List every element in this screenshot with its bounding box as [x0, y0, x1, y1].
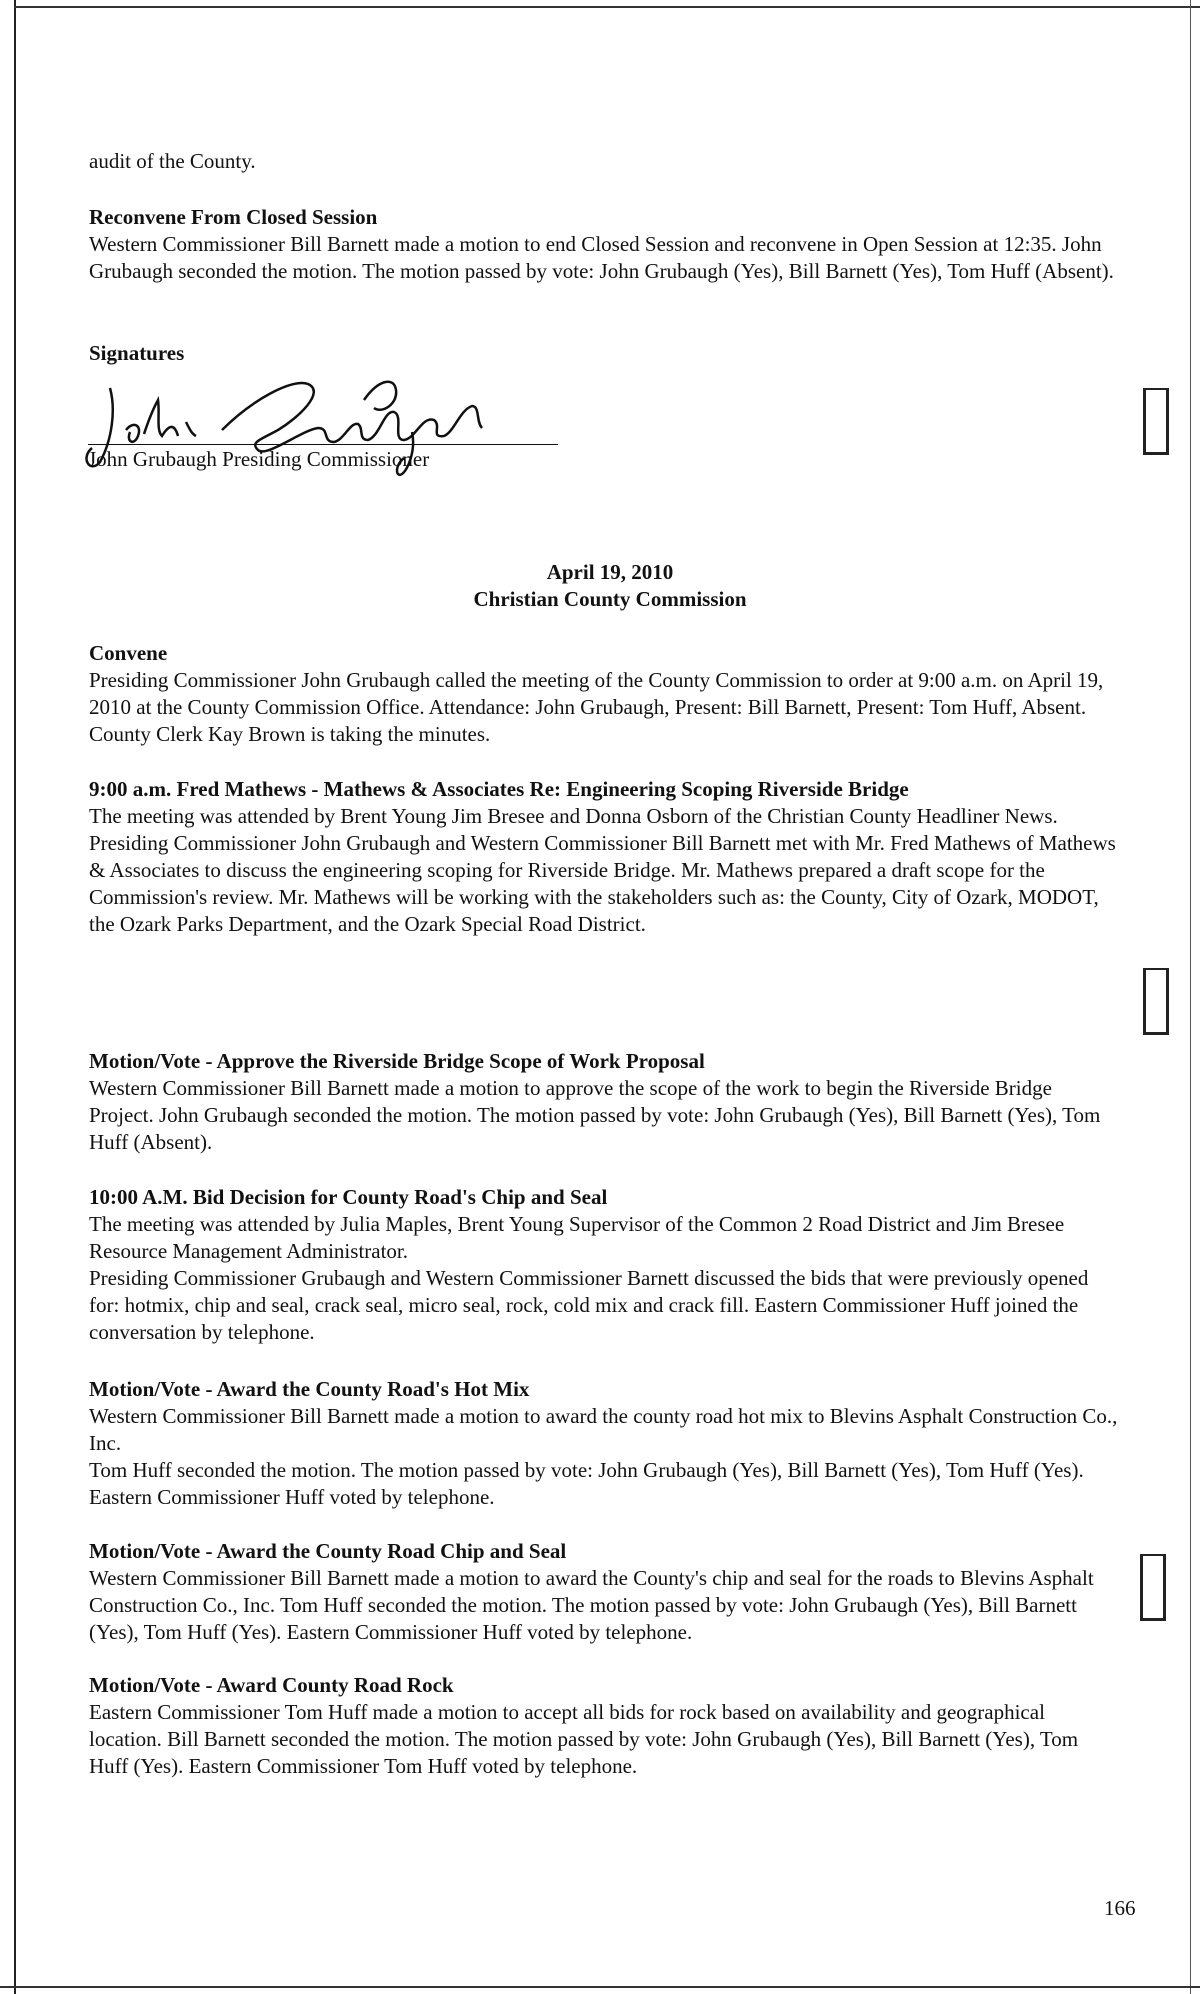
section-paragraph: Western Commissioner Bill Barnett made a motion to end Closed Session and reconvene in Open Session at 12:35. John Grubaugh seconded the motion. The motion passed by vote: John Grubaugh (Yes), Bill Barnett (Yes), Tom Huff (Absent).	[89, 232, 1114, 283]
signature-caption: John Grubaugh Presiding Commissioner	[88, 447, 430, 471]
margin-bracket-mark	[1143, 968, 1169, 1035]
section-heading: Motion/Vote - Award the County Road's Hot Mix	[89, 1377, 530, 1401]
signature-block	[82, 370, 562, 480]
meeting-body-name: Christian County Commission	[473, 587, 747, 611]
section-paragraph: Presiding Commissioner John Grubaugh and Western Commissioner Bill Barnett met with Mr. Fred Mathews of Mathews & Associates to discuss the engineering scoping for Riverside Bridge. Mr. Mathews prepared a draft scope for the Commission's review. Mr. Mathews will be working with the stakeholders such as: the County, City of Ozark, MODOT, the Ozark Parks Department, and the Ozark Special Road District.	[89, 831, 1116, 936]
signatures-heading: Signatures	[89, 341, 185, 365]
scan-edge-bottom	[0, 1986, 1200, 1988]
section-heading: Motion/Vote - Award the County Road Chip and Seal	[89, 1539, 567, 1563]
scan-edge-left	[0, 0, 16, 1994]
margin-bracket-mark	[1143, 388, 1169, 455]
section-fred-mathews	[89, 776, 1119, 938]
section-heading: 10:00 A.M. Bid Decision for County Road's Chip and Seal	[89, 1185, 608, 1209]
signature-line	[88, 444, 558, 445]
margin-bracket-mark	[1140, 1554, 1166, 1621]
continuation-text: audit of the County.	[89, 149, 256, 173]
section-road-rock	[89, 1672, 1119, 1780]
section-reconvene	[89, 204, 1119, 285]
section-convene	[89, 640, 1119, 748]
section-heading: Motion/Vote - Approve the Riverside Bridge Scope of Work Proposal	[89, 1049, 705, 1073]
scan-edge-top	[14, 0, 1200, 8]
section-paragraph: The meeting was attended by Brent Young Jim Bresee and Donna Osborn of the Christian County Headliner News.	[89, 804, 1058, 828]
section-paragraph: Eastern Commissioner Tom Huff made a motion to accept all bids for rock based on availability and geographical location. Bill Barnett seconded the motion. The motion passed by vote: John Grubaugh (Yes), Bill Barnett (Yes), Tom Huff (Yes). Eastern Commissioner Tom Huff voted by telephone.	[89, 1700, 1079, 1778]
section-paragraph: Presiding Commissioner Grubaugh and Western Commissioner Barnett discussed the bids that were previously opened for: hotmix, chip and seal, crack seal, micro seal, rock, cold mix and crack fill. Eastern Commissioner Huff joined the conversation by telephone.	[89, 1266, 1089, 1344]
section-paragraph: The meeting was attended by Julia Maples, Brent Young Supervisor of the Common 2 Road District and Jim Bresee Resource Management Administrator.	[89, 1212, 1065, 1263]
section-approve-scope	[89, 1048, 1119, 1156]
section-paragraph: Western Commissioner Bill Barnett made a motion to approve the scope of the work to begin the Riverside Bridge Project. John Grubaugh seconded the motion. The motion passed by vote: John Grubaugh (Yes), Bill Barnett (Yes), Tom Huff (Absent).	[89, 1076, 1101, 1154]
section-heading: Motion/Vote - Award County Road Rock	[89, 1673, 454, 1697]
meeting-date: April 19, 2010	[546, 560, 674, 584]
section-paragraph: Western Commissioner Bill Barnett made a motion to award the county road hot mix to Blevins Asphalt Construction Co., Inc.	[89, 1404, 1118, 1455]
scan-edge-right	[1190, 0, 1191, 1994]
section-paragraph: Western Commissioner Bill Barnett made a motion to award the County's chip and seal for the roads to Blevins Asphalt Construction Co., Inc. Tom Huff seconded the motion. The motion passed by vote: John Grubaugh (Yes), Bill Barnett (Yes), Tom Huff (Yes). Eastern Commissioner Huff voted by telephone.	[89, 1566, 1094, 1644]
page-number: 166	[1104, 1896, 1136, 1920]
section-heading: Reconvene From Closed Session	[89, 205, 378, 229]
section-paragraph: Presiding Commissioner John Grubaugh called the meeting of the County Commission to order at 9:00 a.m. on April 19, 2010 at the County Commission Office. Attendance: John Grubaugh, Present: Bill Barnett, Present: Tom Huff, Absent. County Clerk Kay Brown is taking the minutes.	[89, 668, 1104, 746]
section-paragraph: Tom Huff seconded the motion. The motion passed by vote: John Grubaugh (Yes), Bill Barnett (Yes), Tom Huff (Yes). Eastern Commissioner Huff voted by telephone.	[89, 1458, 1084, 1509]
section-chip-and-seal	[89, 1538, 1119, 1646]
section-bid-decision	[89, 1184, 1119, 1346]
section-heading: 9:00 a.m. Fred Mathews - Mathews & Associates Re: Engineering Scoping Riverside Bridge	[89, 777, 909, 801]
section-heading: Convene	[89, 641, 168, 665]
section-hot-mix	[89, 1376, 1119, 1511]
